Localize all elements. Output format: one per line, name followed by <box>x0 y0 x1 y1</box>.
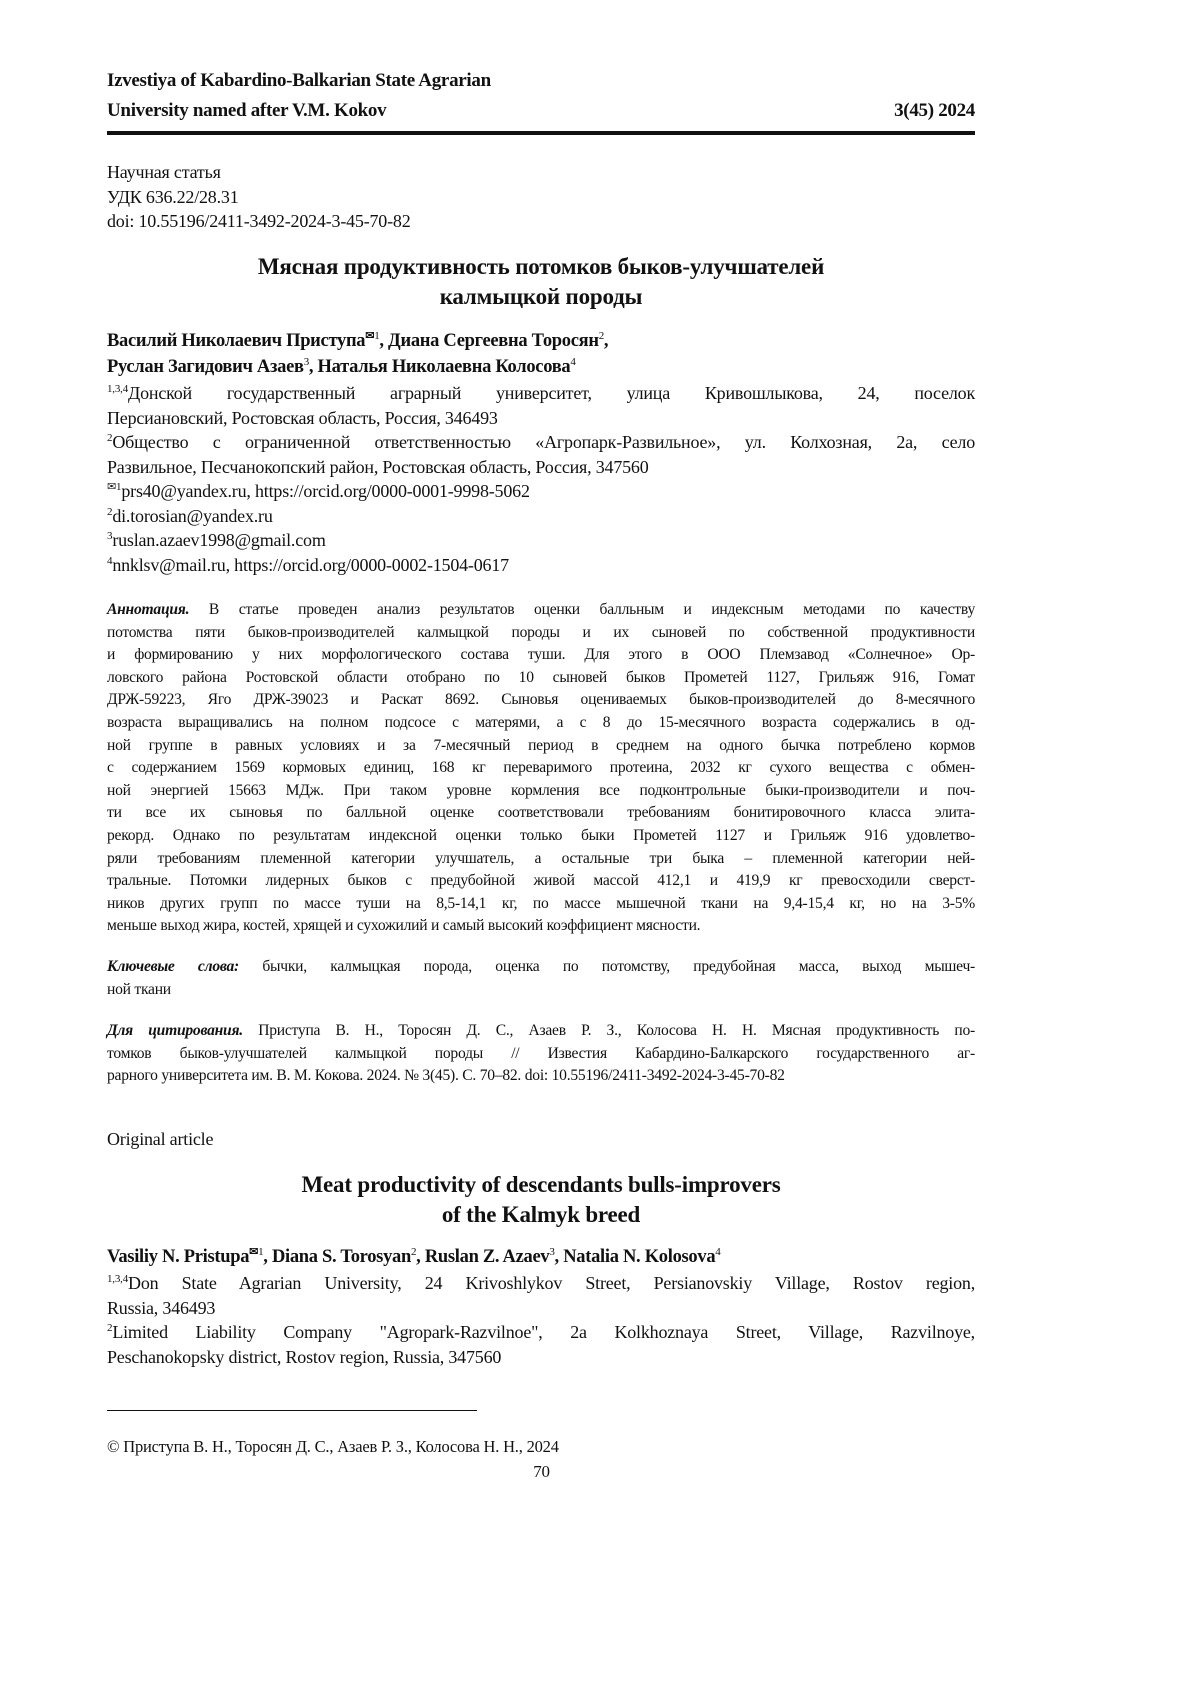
contact-sup: 1 <box>116 481 122 493</box>
contact-line <box>107 479 975 504</box>
affiliation-line <box>107 1271 975 1296</box>
author-affil-sup: 1 <box>258 1246 264 1258</box>
affiliation-line <box>107 1345 975 1370</box>
footnote-rule <box>107 1410 477 1411</box>
title-line: калмыцкой породы <box>439 284 643 309</box>
abstract <box>107 599 975 938</box>
page-number: 70 <box>533 1462 550 1481</box>
abstract-text: ной энергией 15663 МДж. При таком уровне кормления все подконтрольные быки-производители и поч- <box>107 781 975 799</box>
abstract-text: потомства пяти быков-производителей калмыцкой породы и их сыновей по собственной продуктивности <box>107 623 975 641</box>
issue-number: 3(45) 2024 <box>894 100 975 121</box>
journal-name-line1: Izvestiya of Kabardino-Balkarian State Agrarian <box>107 70 491 91</box>
author-affil-sup: 3 <box>303 356 309 368</box>
abstract-line <box>107 735 975 758</box>
affiliation-text: Limited Liability Company "Agropark-Razvilnoe", 2a Kolkhoznaya Street, Village, Razvilnoye, <box>112 1322 975 1343</box>
header-rule <box>107 131 975 135</box>
author-name: Василий Николаевич Приступа <box>107 331 366 351</box>
affiliations-ru <box>107 381 975 479</box>
abstract-text: с содержанием 1569 кормовых единиц, 168 кг переваримого протеина, 2032 кг сухого вещества с обмен- <box>107 759 975 777</box>
abstract-text: и формированию у них морфологического состава туши. Для этого в ООО Племзавод «Солнечное» Ор- <box>107 646 975 664</box>
keywords-label: Ключевые слова: <box>107 958 239 975</box>
author-affil-sup: 4 <box>570 356 576 368</box>
abstract-text: рекорд. Однако по результатам индексной оценки только быки Прометей 1127 и Грильяж 916 удовлетво- <box>107 826 975 844</box>
abstract-line <box>107 848 975 871</box>
affiliation-text: Донской государственный аграрный университет, улица Кривошлыкова, 24, поселок <box>128 383 975 403</box>
abstract-text: ников других групп по массе туши на 8,5-14,1 кг, по массе мышечной ткани на 9,4-15,4 кг, но на 3-5% <box>107 894 975 912</box>
abstract-text: меньше выход жира, костей, хрящей и сухожилий и самый высокий коэффициент мясности. <box>107 917 701 935</box>
article-type-en: Original article <box>107 1129 214 1149</box>
abstract-text: ряли требованиям племенной категории улучшатель, а остальные три быка – племенной категории ней- <box>107 849 975 867</box>
affiliation-line <box>107 430 975 455</box>
contact-line <box>107 504 975 529</box>
affiliation-text: Общество с ограниченной ответственностью «Агропарк-Развильное», ул. Колхозная, 2а, село <box>112 432 975 453</box>
citation-line <box>107 1020 975 1043</box>
keywords <box>107 956 975 1001</box>
title-ru <box>107 252 975 312</box>
abstract-line <box>107 870 975 893</box>
affiliation-line <box>107 1320 975 1345</box>
abstract-line <box>107 644 975 667</box>
citation-text: томков быков-улучшателей калмыцкой породы // Известия Кабардино-Балкарского государственного аг- <box>107 1044 975 1062</box>
title-en <box>107 1170 975 1230</box>
author-affil-sup: 3 <box>549 1246 555 1258</box>
affiliation-line <box>107 455 975 480</box>
citation-line <box>107 1043 975 1066</box>
contact-sup: 4 <box>107 554 113 567</box>
affiliation-text: Russia, 346493 <box>107 1297 216 1318</box>
abstract-text: ДРЖ-59223, Яго ДРЖ-39023 и Раскат 8692. Сыновья оцениваемых быков-производителей до 8-месячного <box>107 691 975 709</box>
abstract-text: тральные. Потомки лидерных быков с предубойной живой массой 412,1 и 419,9 кг превосходили сверст- <box>107 872 975 890</box>
affiliation-sup: 1,3,4 <box>107 1273 129 1285</box>
author-name: Наталья Николаевна Колосова <box>317 357 571 377</box>
affiliation-sup: 2 <box>107 432 113 445</box>
affiliation-text: Развильное, Песчанокопский район, Ростовская область, Россия, 347560 <box>107 456 649 477</box>
affiliation-text: Peschanokopsky district, Rostov region, Russia, 347560 <box>107 1346 502 1367</box>
keywords-text: ной ткани <box>107 980 171 998</box>
abstract-text: возраста выращивались на полном подсосе с матерями, а с 8 до 15-месячного возраста содержались в од- <box>107 713 975 731</box>
author-separator: , <box>603 331 609 351</box>
title-line: Мясная продуктивность потомков быков-улучшателей <box>257 254 825 279</box>
contacts <box>107 479 975 577</box>
abstract-line <box>107 599 975 622</box>
author-separator: , <box>416 1247 425 1267</box>
abstract-text: ной группе в равных условиях и за 7-месячный период в среднем на одного бычка потреблено кормов <box>107 736 975 754</box>
contact-text: nnklsv@mail.ru, https://orcid.org/0000-0002-1504-0617 <box>112 554 509 575</box>
abstract-line <box>107 780 975 803</box>
author-name: Диана Сергеевна Торосян <box>388 331 599 351</box>
abstract-label: Аннотация. <box>107 601 190 618</box>
affiliation-line <box>107 1296 975 1321</box>
abstract-text: ловского района Ростовской области отобрано по 10 сыновей быков Прометей 1127, Грильяж 916, Гомат <box>107 668 975 686</box>
keywords-text: бычки, калмыцкая порода, оценка по потомству, предубойная масса, выход мышеч- <box>239 958 975 975</box>
author-name: Руслан Загидович Азаев <box>107 357 304 377</box>
abstract-line <box>107 667 975 690</box>
contact-sup: 3 <box>107 530 113 543</box>
affiliation-sup: 2 <box>107 1322 113 1335</box>
affiliation-sup: 1,3,4 <box>107 383 129 395</box>
author-separator: , <box>554 1247 564 1267</box>
keywords-line <box>107 956 975 979</box>
contact-line <box>107 553 975 578</box>
abstract-text: В статье проведен анализ результатов оценки балльным и индексным методами по качеству <box>189 601 975 618</box>
citation-label: Для цитирования. <box>107 1022 243 1039</box>
citation <box>107 1020 975 1088</box>
abstract-line <box>107 893 975 916</box>
abstract-line <box>107 825 975 848</box>
abstract-line <box>107 712 975 735</box>
author-affil-sup: 2 <box>410 1246 417 1258</box>
author-separator: , <box>308 357 318 377</box>
citation-text: рарного университета им. В. М. Кокова. 2024. № 3(45). С. 70–82. doi: 10.55196/2411-3492-2024-3-45-70-82 <box>107 1067 785 1085</box>
author-affil-sup: 2 <box>598 330 604 342</box>
title-line: of the Kalmyk breed <box>441 1202 641 1227</box>
affiliation-text: Don State Agrarian University, 24 Krivoshlykov Street, Persianovskiy Village, Rostov region, <box>128 1273 975 1293</box>
authors-ru <box>107 328 975 380</box>
udc: УДК 636.22/28.31 <box>107 186 239 207</box>
article-type: Научная статья <box>107 162 221 182</box>
authors-en <box>107 1244 975 1270</box>
citation-text: Приступа В. Н., Торосян Д. С., Азаев Р. З., Колосова Н. Н. Мясная продуктивность по- <box>242 1022 975 1039</box>
affiliation-line <box>107 406 975 431</box>
abstract-line <box>107 757 975 780</box>
abstract-line <box>107 915 975 938</box>
copyright: © Приступа В. Н., Торосян Д. С., Азаев Р. З., Колосова Н. Н., 2024 <box>107 1437 559 1456</box>
affiliations-en <box>107 1271 975 1369</box>
abstract-text: ти все их сыновья по балльной оценке соответствовали требованиям бонитировочного класса элита- <box>107 804 975 822</box>
abstract-line <box>107 689 975 712</box>
envelope-icon: ✉ <box>107 481 117 493</box>
contact-text: di.torosian@yandex.ru <box>112 505 273 526</box>
keywords-line <box>107 979 975 1002</box>
doi: doi: 10.55196/2411-3492-2024-3-45-70-82 <box>107 211 411 232</box>
contact-text: prs40@yandex.ru, https://orcid.org/0000-0001-9998-5062 <box>121 481 530 501</box>
author-name: Vasiliy N. Pristupa <box>107 1247 250 1267</box>
journal-header <box>107 66 975 126</box>
author-affil-sup: 1 <box>374 330 380 342</box>
author-name: Diana S. Torosyan <box>271 1247 411 1267</box>
contact-sup: 2 <box>107 505 113 518</box>
envelope-icon: ✉ <box>365 330 375 342</box>
author-affil-sup: 4 <box>715 1246 721 1258</box>
author-separator: , <box>263 1247 272 1267</box>
abstract-line <box>107 802 975 825</box>
author-name: Natalia N. Kolosova <box>563 1247 716 1267</box>
author-name: Ruslan Z. Azaev <box>424 1247 550 1267</box>
journal-name-line2: University named after V.M. Kokov <box>107 100 387 121</box>
abstract-line <box>107 622 975 645</box>
contact-line <box>107 528 975 553</box>
author-separator: , <box>379 331 389 351</box>
title-line: Meat productivity of descendants bulls-improvers <box>301 1172 781 1197</box>
envelope-icon: ✉ <box>249 1246 259 1258</box>
citation-line <box>107 1065 975 1088</box>
affiliation-text: Персиановский, Ростовская область, Россия, 346493 <box>107 407 498 428</box>
article-meta-ru <box>107 160 975 234</box>
affiliation-line <box>107 381 975 406</box>
contact-text: ruslan.azaev1998@gmail.com <box>112 530 326 551</box>
